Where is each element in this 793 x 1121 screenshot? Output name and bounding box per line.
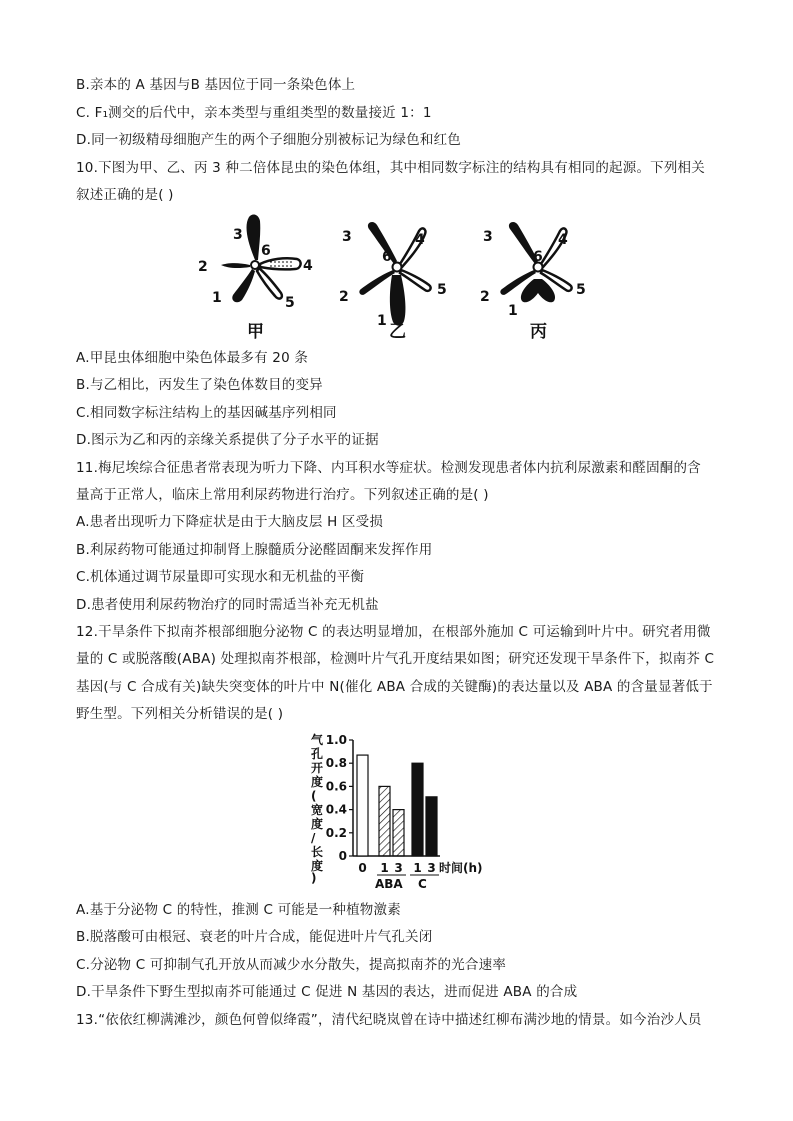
chromosome-set-yi xyxy=(339,222,447,342)
ylabel-char-7: 度 xyxy=(311,817,324,831)
caption-jia: 甲 xyxy=(247,322,264,342)
label-6-bing: 6 xyxy=(533,249,543,265)
option-12c: C.分泌物 C 可抑制气孔开放从而减少水分散失，提高拟南芥的光合速率 xyxy=(76,957,507,973)
y-axis-ticks xyxy=(326,733,353,863)
option-10b: B.与乙相比，丙发生了染色体数目的变异 xyxy=(76,377,323,393)
option-9d: D.同一初级精母细胞产生的两个子细胞分别被标记为绿色和红色 xyxy=(76,132,461,148)
chromosome-set-jia xyxy=(198,214,313,342)
x-tick-label: 1 xyxy=(380,861,389,875)
bar-control-0 xyxy=(357,755,368,856)
question-11-stem-2: 量高于正常人，临床上常用利尿药物进行治疗。下列叙述正确的是( ) xyxy=(76,487,489,503)
ylabel-char-4: 度 xyxy=(311,775,324,789)
ylabel-char-9: 长 xyxy=(311,845,324,859)
y-tick-label: 0.4 xyxy=(325,802,347,817)
label-3-yi: 3 xyxy=(342,229,352,245)
x-tick-label: 3 xyxy=(427,861,436,875)
question-12-stem-4: 野生型。下列相关分析错误的是( ) xyxy=(76,706,284,722)
ylabel-char-1: 气 xyxy=(311,733,324,747)
label-5-bing: 5 xyxy=(576,282,586,298)
ylabel-char-6: 宽 xyxy=(311,803,324,817)
caption-bing: 丙 xyxy=(530,322,547,342)
option-10a: A.甲昆虫体细胞中染色体最多有 20 条 xyxy=(76,350,309,366)
bars-group xyxy=(357,755,437,856)
ylabel-char-2: 孔 xyxy=(311,747,324,761)
x-tick-label: 0 xyxy=(358,861,367,875)
y-tick-label: 0.8 xyxy=(325,756,347,771)
option-12b: B.脱落酸可由根冠、衰老的叶片合成，能促进叶片气孔关闭 xyxy=(76,929,433,945)
label-4-yi: 4 xyxy=(415,232,425,248)
label-1-bing: 1 xyxy=(508,303,518,319)
question-11-stem-1: 11.梅尼埃综合征患者常表现为听力下降、内耳积水等症状。检测发现患者体内抗利尿激素和醛固酮的含 xyxy=(76,460,701,476)
option-11d: D.患者使用利尿药物治疗的同时需适当补充无机盐 xyxy=(76,597,379,613)
option-12d: D.干旱条件下野生型拟南芥可能通过 C 促进 N 基因的表达，进而促进 ABA 的合成 xyxy=(76,984,578,1000)
option-11c: C.机体通过调节尿量即可实现水和无机盐的平衡 xyxy=(76,569,365,585)
option-12a: A.基于分泌物 C 的特性，推测 C 可能是一种植物激素 xyxy=(76,902,401,918)
y-tick-label: 1.0 xyxy=(325,733,347,747)
x-axis-label: 时间(h) xyxy=(439,861,483,875)
y-tick-label: 0.2 xyxy=(325,825,347,840)
karyotype-figure xyxy=(190,210,610,345)
ylabel-char-3: 开 xyxy=(311,761,324,775)
label-2-jia: 2 xyxy=(198,259,208,275)
y-tick-label: 0 xyxy=(338,849,347,863)
bar-ABA-1 xyxy=(379,786,390,856)
caption-yi: 乙 xyxy=(389,322,406,342)
option-9c: C. F₁测交的后代中，亲本类型与重组类型的数量接近 1：1 xyxy=(76,105,432,121)
label-4-jia: 4 xyxy=(303,258,313,274)
question-12-stem-3: 基因(与 C 合成有关)缺失突变体的叶片中 N(催化 ABA 合成的关键酶)的表达量以及 ABA 的含量显著低于 xyxy=(76,679,713,695)
ylabel-char-10: 度 xyxy=(311,859,324,873)
x-tick-label: 3 xyxy=(394,861,403,875)
label-4-bing: 4 xyxy=(558,232,568,248)
question-12-stem-1: 12.干旱条件下拟南芥根部细胞分泌物 C 的表达明显增加，在根部外施加 C 可运输到叶片中。研究者用微 xyxy=(76,624,711,640)
label-6-yi: 6 xyxy=(382,249,392,265)
bar-C-3 xyxy=(426,797,437,856)
ylabel-char-11: ) xyxy=(311,871,317,885)
option-9b: B.亲本的 A 基因与B 基因位于同一条染色体上 xyxy=(76,77,356,93)
label-2-yi: 2 xyxy=(339,289,349,305)
stomata-bar-chart xyxy=(305,728,505,893)
bar-ABA-3 xyxy=(393,810,404,856)
option-10d: D.图示为乙和丙的亲缘关系提供了分子水平的证据 xyxy=(76,432,379,448)
bar-C-1 xyxy=(412,763,423,856)
option-11b: B.利尿药物可能通过抑制肾上腺髓质分泌醛固酮来发挥作用 xyxy=(76,542,433,558)
group-label-aba: ABA xyxy=(375,877,403,891)
label-6-jia: 6 xyxy=(261,243,271,259)
label-5-jia: 5 xyxy=(285,295,295,311)
label-1-yi: 1 xyxy=(377,313,387,329)
label-3-jia: 3 xyxy=(233,227,243,243)
chromosome-set-bing xyxy=(480,222,586,342)
label-1-jia: 1 xyxy=(212,290,222,306)
option-11a: A.患者出现听力下降症状是由于大脑皮层 H 区受损 xyxy=(76,514,384,530)
y-tick-label: 0.6 xyxy=(325,779,347,794)
x-tick-label: 1 xyxy=(413,861,422,875)
group-label-c: C xyxy=(418,877,427,891)
question-10-stem-1: 10.下图为甲、乙、丙 3 种二倍体昆虫的染色体组，其中相同数字标注的结构具有相同的起源。下列相关 xyxy=(76,160,705,176)
ylabel-char-8: / xyxy=(311,831,316,845)
question-13-stem-1: 13.“依依红柳满滩沙，颜色何曾似绛霞”，清代纪晓岚曾在诗中描述红柳布满沙地的情景。如今治沙人员 xyxy=(76,1012,702,1028)
label-3-bing: 3 xyxy=(483,229,493,245)
label-5-yi: 5 xyxy=(437,282,447,298)
x-axis-ticks xyxy=(358,861,439,875)
question-12-stem-2: 量的 C 或脱落酸(ABA) 处理拟南芥根部，检测叶片气孔开度结果如图；研究还发现干旱条件下，拟南芥 C xyxy=(76,651,715,667)
question-10-stem-2: 叙述正确的是( ) xyxy=(76,187,174,203)
ylabel-char-5: ( xyxy=(311,789,317,803)
label-2-bing: 2 xyxy=(480,289,490,305)
option-10c: C.相同数字标注结构上的基因碱基序列相同 xyxy=(76,405,337,421)
